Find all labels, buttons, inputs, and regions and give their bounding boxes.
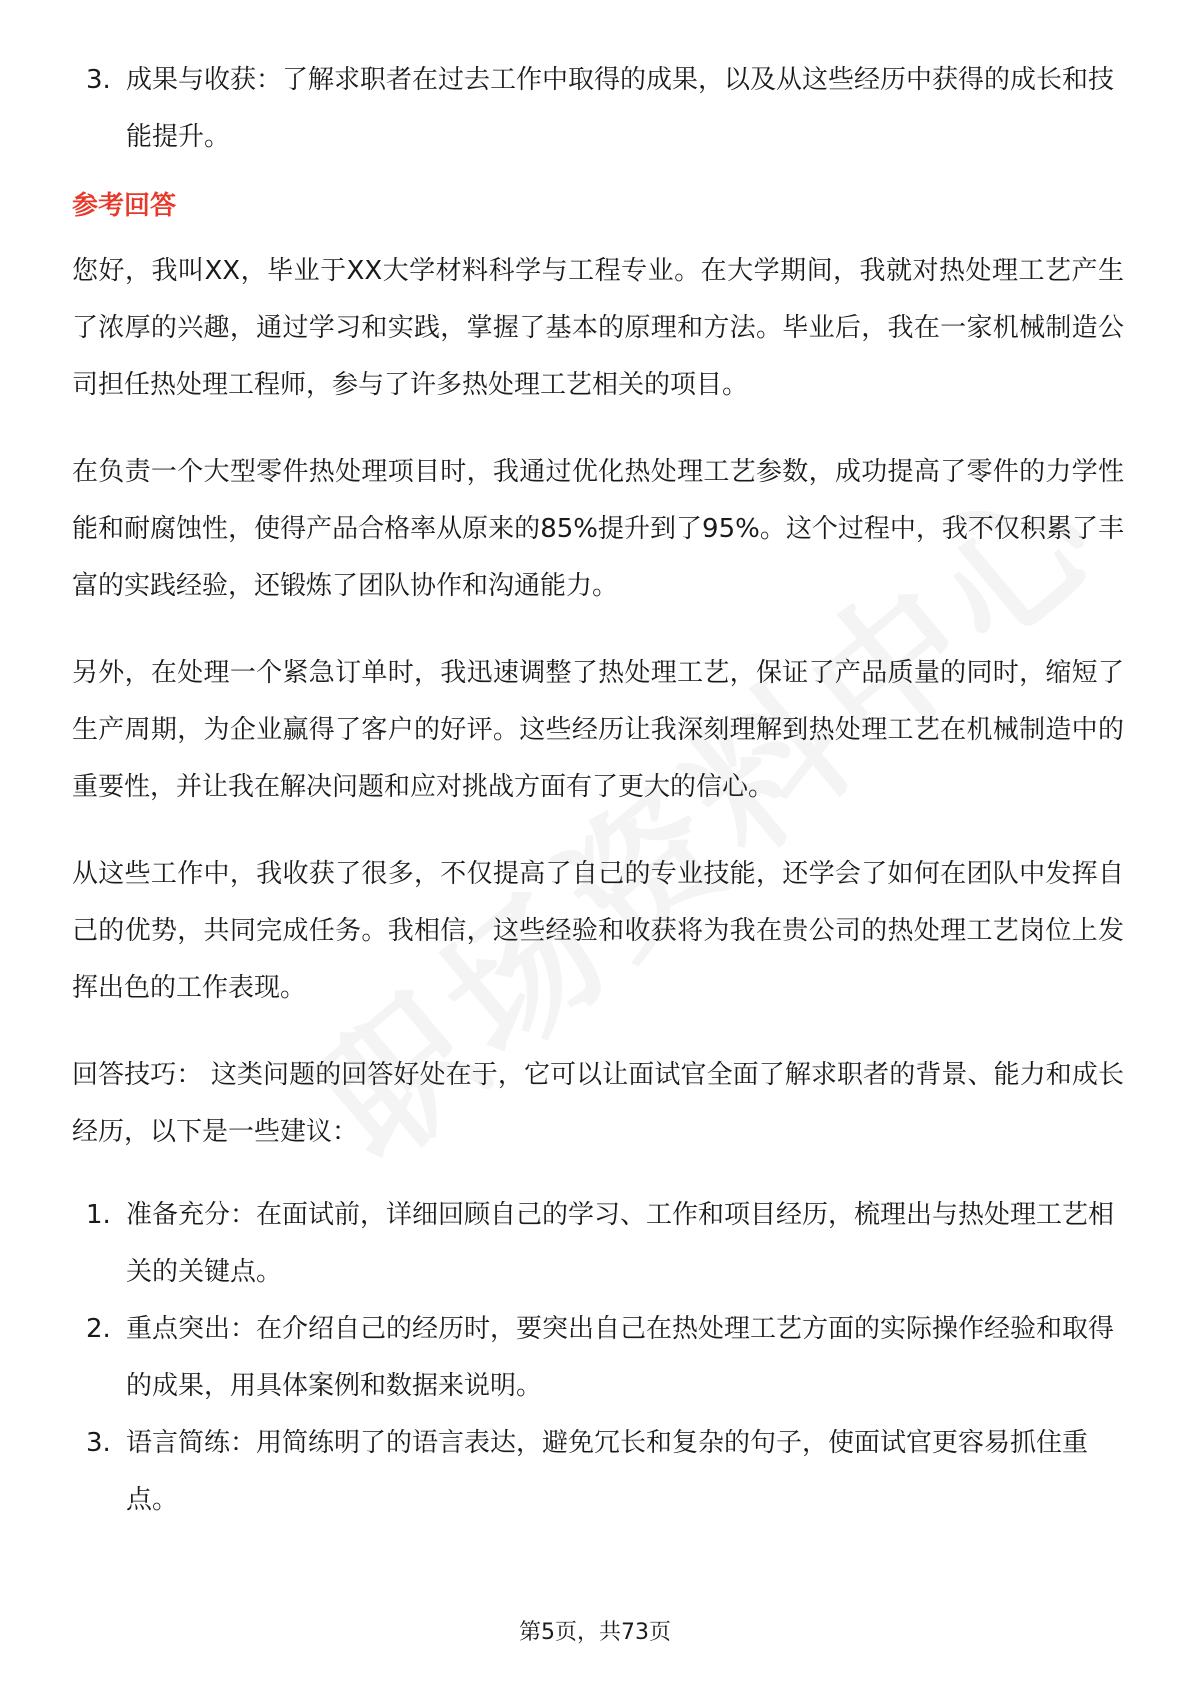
answer-paragraph-3: 另外，在处理一个紧急订单时，我迅速调整了热处理工艺，保证了产品质量的同时，缩短了生产周期，为企业赢得了客户的好评。这些经历让我深刻理解到热处理工艺在机械制造中的重要性，并让我在解决问题和应对挑战方面有了更大的信心。 — [72, 658, 1124, 802]
list-item-text: 重点突出：在介绍自己的经历时，要突出自己在热处理工艺方面的实际操作经验和取得的成果，用具体案例和数据来说明。 — [126, 1314, 1115, 1401]
answer-paragraph-1: 您好，我叫XX，毕业于XX大学材料科学与工程专业。在大学期间，我就对热处理工艺产生了浓厚的兴趣，通过学习和实践，掌握了基本的原理和方法。毕业后，我在一家机械制造公司担任热处理工程师，参与了许多热处理工艺相关的项目。 — [72, 256, 1124, 400]
list-item — [72, 1415, 1124, 1529]
criteria-list — [72, 52, 1124, 166]
list-item — [72, 1301, 1124, 1415]
list-item-number: 3. — [86, 65, 111, 95]
list-item — [72, 52, 1124, 166]
tips-intro-paragraph: 回答技巧： 这类问题的回答好处在于，它可以让面试官全面了解求职者的背景、能力和成长经历，以下是一些建议： — [72, 1060, 1124, 1147]
list-item-text: 准备充分：在面试前，详细回顾自己的学习、工作和项目经历，梳理出与热处理工艺相关的关键点。 — [126, 1200, 1115, 1287]
section-title: 参考回答 — [72, 191, 177, 221]
answer-paragraph-2: 在负责一个大型零件热处理项目时，我通过优化热处理工艺参数，成功提高了零件的力学性能和耐腐蚀性，使得产品合格率从原来的85%提升到了95%。这个过程中，我不仅积累了丰富的实践经验，还锻炼了团队协作和沟通能力。 — [72, 457, 1124, 601]
list-item-text: 语言简练：用简练明了的语言表达，避免冗长和复杂的句子，使面试官更容易抓住重点。 — [126, 1428, 1089, 1515]
tips-list — [72, 1187, 1124, 1529]
list-item-number: 2. — [86, 1314, 111, 1344]
list-item — [72, 1187, 1124, 1301]
page-content — [72, 52, 1124, 1529]
answer-paragraph-4: 从这些工作中，我收获了很多，不仅提高了自己的专业技能，还学会了如何在团队中发挥自己的优势，共同完成任务。我相信，这些经验和收获将为我在贵公司的热处理工艺岗位上发挥出色的工作表现。 — [72, 859, 1124, 1003]
list-item-number: 1. — [86, 1200, 111, 1230]
page-number-footer: 第5页，共73页 — [519, 1620, 671, 1645]
list-item-number: 3. — [86, 1428, 111, 1458]
list-item-text: 成果与收获：了解求职者在过去工作中取得的成果，以及从这些经历中获得的成长和技能提升。 — [126, 65, 1115, 152]
